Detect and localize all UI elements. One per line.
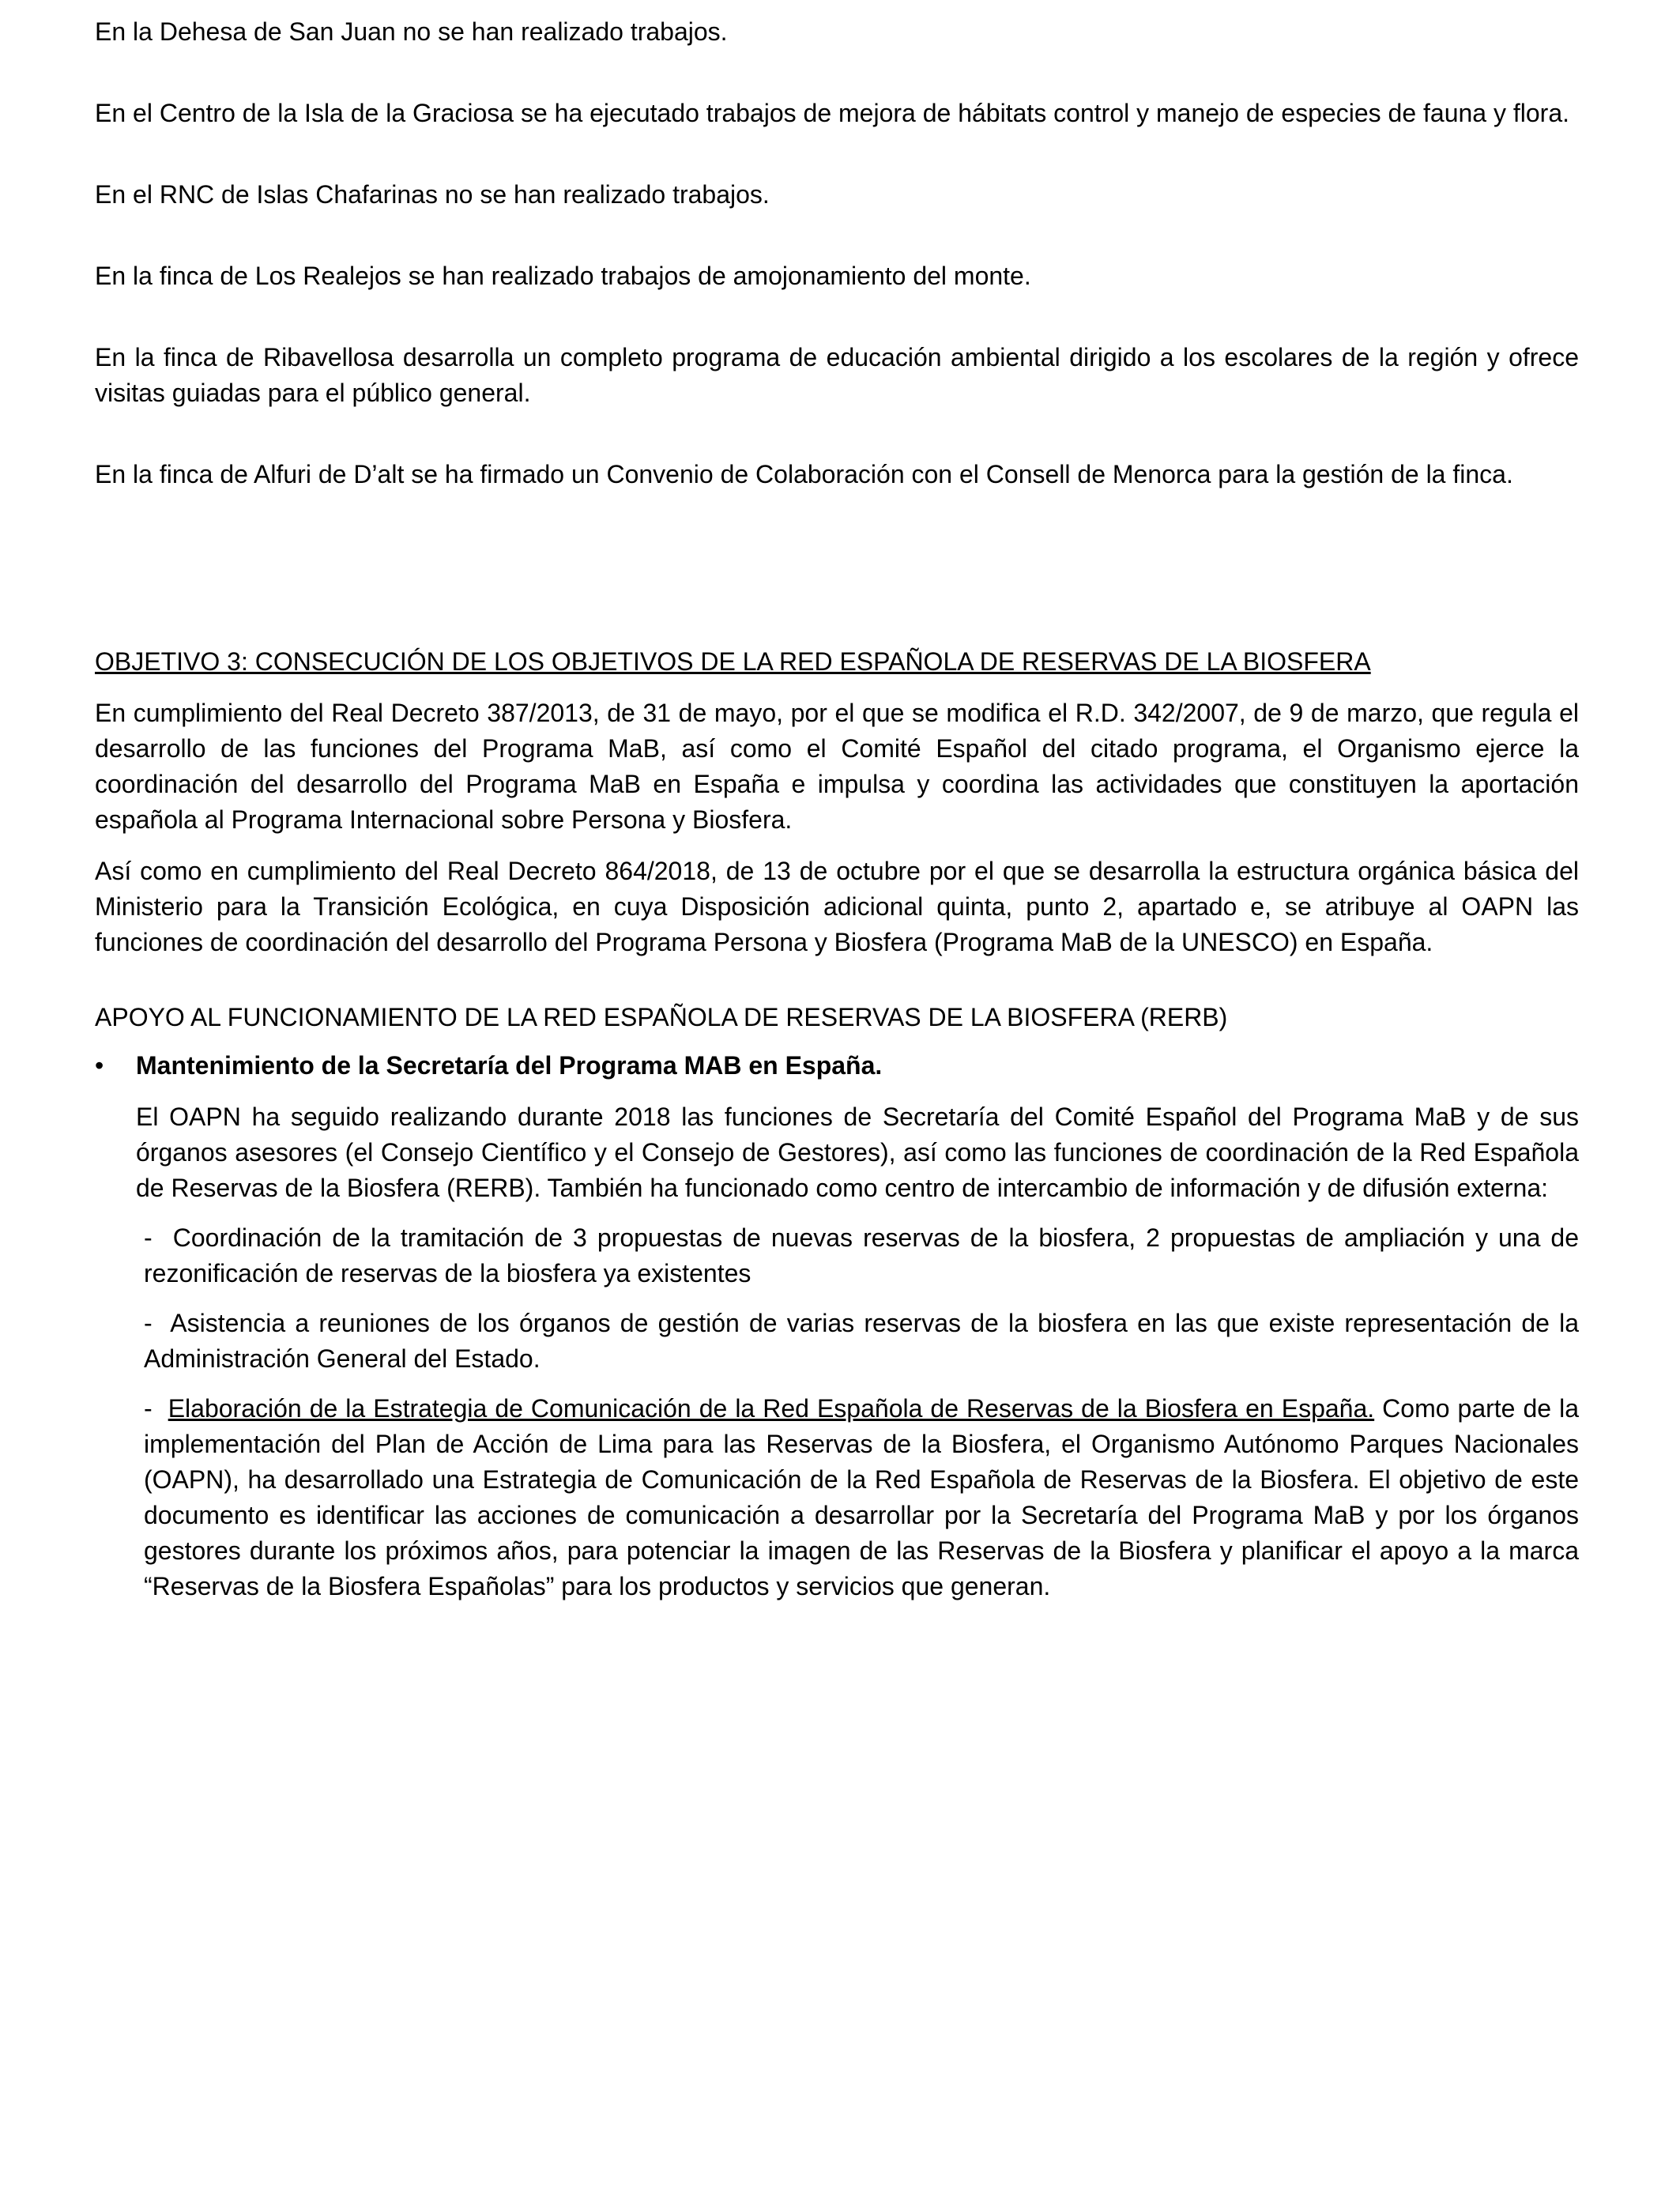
list-item-text: Asistencia a reuniones de los órganos de gestión de varias reservas de la biosfera en las que existe representación de la Administración General del Estado.: [144, 1309, 1580, 1373]
support-intro: El OAPN ha seguido realizando durante 2018 las funciones de Secretaría del Comité Español del Programa MaB y de sus órganos asesores (el Consejo Científico y el Consejo de Gestores), así como las funciones de coordinación de la Red Española de Reservas de la Biosfera (RERB). También ha funcionado como centro de intercambio de información y de difusión externa:: [136, 1103, 1579, 1202]
list-item-coordinacion: [144, 1220, 1579, 1291]
list-item-asistencia: [144, 1306, 1579, 1377]
paragraph-ribavellosa: En la finca de Ribavellosa desarrolla un completo programa de educación ambiental dirigido a los escolares de la región y ofrece visitas guiadas para el público general.: [95, 343, 1579, 407]
dash-symbol: -: [144, 1223, 153, 1252]
document-page: [95, 14, 1579, 1604]
bullet-title: Mantenimiento de la Secretaría del Programa MAB en España.: [136, 1051, 883, 1080]
paragraph-chafarinas: En el RNC de Islas Chafarinas no se han realizado trabajos.: [95, 180, 770, 209]
list-item-text: Como parte de la implementación del Plan de Acción de Lima para las Reservas de la Biosfera, el Organismo Autónomo Parques Nacionales (OAPN), ha desarrollado una Estrategia de Comunicación de la Red Española de Reservas de la Biosfera. El objetivo de este documento es identificar las acciones de comunicación a desarrollar por la Secretaría del Programa MaB y por los órganos gestores durante los próximos años, para potenciar la imagen de las Reservas de la Biosfera y planificar el apoyo a la marca “Reservas de la Biosfera Españolas” para los productos y servicios que generan.: [144, 1394, 1580, 1600]
bullet-secretaria: [95, 1048, 1579, 1084]
dash-symbol: -: [144, 1394, 153, 1423]
paragraph-alfuri: En la finca de Alfuri de D’alt se ha firmado un Convenio de Colaboración con el Consell de Menorca para la gestión de la finca.: [95, 460, 1513, 488]
paragraph-realejos: En la finca de Los Realejos se han realizado trabajos de amojonamiento del monte.: [95, 262, 1031, 290]
objective-paragraph-2: Así como en cumplimiento del Real Decreto 864/2018, de 13 de octubre por el que se desarrolla la estructura orgánica básica del Ministerio para la Transición Ecológica, en cuya Disposición adicional quinta, punto 2, apartado e, se atribuye al OAPN las funciones de coordinación del desarrollo del Programa Persona y Biosfera (Programa MaB de la UNESCO) en España.: [95, 857, 1579, 956]
objective-paragraph-1: En cumplimiento del Real Decreto 387/2013, de 31 de mayo, por el que se modifica el R.D. 342/2007, de 9 de marzo, que regula el desarrollo de las funciones del Programa MaB, así como el Comité Español del citado programa, el Organismo ejerce la coordinación del desarrollo del Programa MaB en España e impulsa y coordina las actividades que constituyen la aportación española al Programa Internacional sobre Persona y Biosfera.: [95, 699, 1579, 834]
bullet-symbol: •: [95, 1051, 104, 1080]
objective-heading: OBJETIVO 3: CONSECUCIÓN DE LOS OBJETIVOS DE LA RED ESPAÑOLA DE RESERVAS DE LA BIOSFERA: [95, 647, 1371, 676]
paragraph-graciosa: En el Centro de la Isla de la Graciosa se ha ejecutado trabajos de mejora de hábitats control y manejo de especies de fauna y flora.: [95, 99, 1569, 127]
dash-symbol: -: [144, 1309, 153, 1337]
list-item-title: Elaboración de la Estrategia de Comunicación de la Red Española de Reservas de la Biosfera en España.: [168, 1394, 1375, 1423]
support-heading: APOYO AL FUNCIONAMIENTO DE LA RED ESPAÑOLA DE RESERVAS DE LA BIOSFERA (RERB): [95, 1003, 1228, 1031]
paragraph-dehesa: En la Dehesa de San Juan no se han realizado trabajos.: [95, 17, 728, 46]
list-item-text: Coordinación de la tramitación de 3 propuestas de nuevas reservas de la biosfera, 2 propuestas de ampliación y una de rezonificación de reservas de la biosfera ya existentes: [144, 1223, 1580, 1287]
list-item-estrategia: [144, 1391, 1579, 1604]
